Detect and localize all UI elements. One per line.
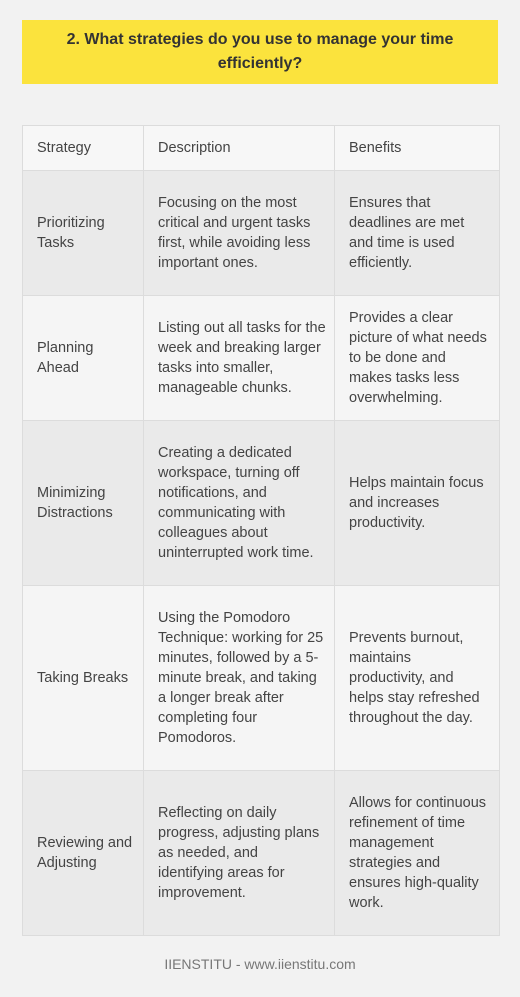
cell-benefits: Prevents burnout, maintains productivity, and helps stay refreshed throughout the day.	[335, 586, 500, 771]
cell-strategy: Prioritizing Tasks	[23, 171, 144, 296]
cell-strategy: Reviewing and Adjusting	[23, 771, 144, 936]
cell-benefits: Helps maintain focus and increases productivity.	[335, 421, 500, 586]
cell-strategy: Minimizing Distractions	[23, 421, 144, 586]
header-strategy: Strategy	[23, 126, 144, 171]
footer-credit: IIENSTITU - www.iienstitu.com	[164, 956, 356, 972]
table-row	[23, 171, 500, 296]
table-row	[23, 586, 500, 771]
page-title: 2. What strategies do you use to manage your time efficiently?	[66, 31, 454, 72]
cell-benefits: Provides a clear picture of what needs to be done and makes tasks less overwhelming.	[335, 296, 500, 421]
header-benefits: Benefits	[335, 126, 500, 171]
header-description: Description	[144, 126, 335, 171]
cell-description: Using the Pomodoro Technique: working for 25 minutes, followed by a 5-minute break, and taking a longer break after completing four Pomodoros.	[144, 586, 335, 771]
cell-benefits: Ensures that deadlines are met and time is used efficiently.	[335, 171, 500, 296]
table-header-row	[23, 126, 500, 171]
table-row	[23, 296, 500, 421]
cell-description: Creating a dedicated workspace, turning off notifications, and communicating with colleagues about uninterrupted work time.	[144, 421, 335, 586]
table-row	[23, 421, 500, 586]
cell-description: Reflecting on daily progress, adjusting plans as needed, and identifying areas for improvement.	[144, 771, 335, 936]
cell-strategy: Taking Breaks	[23, 586, 144, 771]
cell-strategy: Planning Ahead	[23, 296, 144, 421]
cell-benefits: Allows for continuous refinement of time management strategies and ensures high-quality work.	[335, 771, 500, 936]
cell-description: Focusing on the most critical and urgent tasks first, while avoiding less important ones.	[144, 171, 335, 296]
cell-description: Listing out all tasks for the week and breaking larger tasks into smaller, manageable chunks.	[144, 296, 335, 421]
strategies-table	[22, 125, 500, 936]
title-banner	[22, 20, 498, 84]
table-row	[23, 771, 500, 936]
